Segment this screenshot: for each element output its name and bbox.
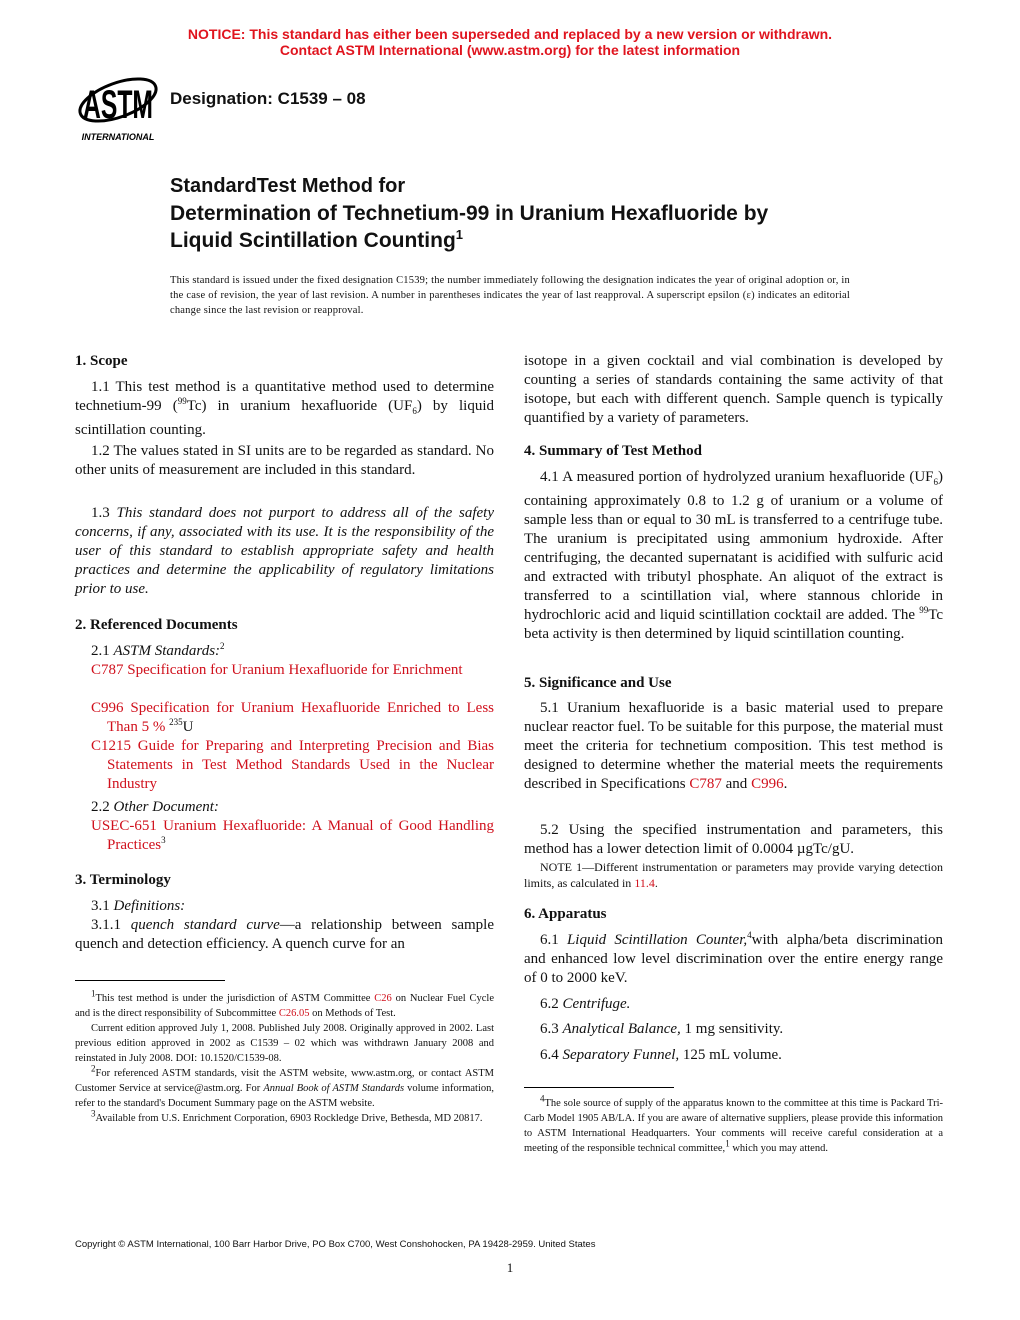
paragraph <box>524 352 943 428</box>
text-run: ASTM Standards: <box>113 643 221 659</box>
text-run: Available from U.S. Enrichment Corporation, 6903 Rockledge Drive, Bethesda, MD 20817. <box>95 1113 483 1124</box>
paragraph <box>75 442 494 480</box>
text-run: Other Document: <box>113 799 219 815</box>
text-run: Definitions: <box>113 898 186 914</box>
text-run: 5.1 Uranium hexafluoride is a basic material used to prepare nuclear reactor fuel. To be suitable for this purpose, the material must meet the criteria for technetium composition. This test method is designed to determine whether the material meets the requirements described in Specifications <box>524 700 943 792</box>
text-run: and <box>721 776 752 792</box>
text-run: Centrifuge. <box>562 996 631 1012</box>
paragraph <box>524 699 943 794</box>
paragraph <box>524 821 943 859</box>
footnote-divider <box>524 1087 674 1088</box>
text-run: The sole source of supply of the apparatus known to the committee at this time is Packard Tri-Carb Model 1905 AB/LA. If you are aware of alternative suppliers, please provide this information to ASTM International Headquarters. Your comments will receive careful consideration at a meeting of the responsible technical committee, <box>524 1098 943 1154</box>
text-run: which you may attend. <box>729 1143 828 1154</box>
section-heading: 5. Significance and Use <box>524 675 672 691</box>
footnote <box>75 988 495 1021</box>
text-run: 4.1 A measured portion of hydrolyzed uranium hexafluoride (UF <box>540 469 934 485</box>
section-heading: 4. Summary of Test Method <box>524 443 702 459</box>
reference-link[interactable]: C26 <box>374 993 392 1004</box>
text-run: 125 mL volume. <box>679 1047 782 1063</box>
script-text: 4 <box>747 930 752 940</box>
script-text: 235 <box>169 717 183 727</box>
reference-link[interactable]: C787 <box>689 776 722 792</box>
paragraph <box>524 995 943 1014</box>
reference-item <box>75 661 494 680</box>
designation: Designation: C1539 – 08 <box>170 89 366 108</box>
withdrawal-notice <box>0 26 1020 58</box>
text-run: —a relationship between sample quench and detection efficiency. A quench curve for an <box>75 917 495 952</box>
text-run: with alpha/beta discrimination and enhanced low level discrimination over the entire energy range of 0 to 2000 keV. <box>524 932 943 986</box>
text-run: 2.2 <box>91 799 114 815</box>
text-run: 6.4 <box>540 1047 563 1063</box>
standard-preamble: This standard is issued under the fixed designation C1539; the number immediately following the designation indicates the year of original adoption or, in the case of revision, the year of last revision. A number in parentheses indicates the year of last reapproval. A superscript epsilon (ε) indicates an editorial change since the last revision or reapproval. <box>170 275 850 316</box>
script-text: 6 <box>933 477 938 487</box>
text-run: 3.1.1 <box>91 917 131 933</box>
reference-item <box>75 737 494 794</box>
script-text: 6 <box>412 406 417 416</box>
section-heading: 1. Scope <box>75 353 128 369</box>
section-heading: 6. Apparatus <box>524 906 607 922</box>
text-run: ) by liquid scintillation counting. <box>75 398 494 438</box>
text-run: on Nuclear Fuel Cycle and is the direct responsibility of Subcommittee <box>75 993 495 1019</box>
text-run: . <box>654 876 658 890</box>
script-text: 2 <box>220 641 225 651</box>
text-run: This standard does not purport to address all of the safety concerns, if any, associated with its use. It is the responsibility of the user of this standard to establish appropriate safety and health practices and determine the applicability of regulatory limitations prior to use. <box>75 505 495 597</box>
reference-item <box>75 699 494 737</box>
paragraph <box>524 931 943 988</box>
reference-link[interactable]: C26.05 <box>278 1008 310 1019</box>
text-run: ) containing approximately 0.8 to 1.2 g of uranium or a volume of sample less than or equal to 30 mL is transferred to a centrifuge tube. The uranium is precipitated using ammonium hydroxide. After centrifuging, the decanted supernatant is acidified with sulfuric acid and extracted with tributyl phosphate. An aliquot of the extract is transferred to a scintillation vial, where stannous chloride in hydrochloric acid and liquid scintillation cocktail are added. The <box>524 469 943 623</box>
text-run: 5.2 Using the specified instrumentation and parameters, this method has a lower detection limit of 0.0004 µgTc/gU. <box>524 822 943 857</box>
astm-logo <box>76 66 160 142</box>
reference-link[interactable]: C1215 Guide for Preparing and Interpreting Precision and Bias Statements in Test Method Standards Used in the Nuclear Industry <box>91 738 494 792</box>
script-text: 4 <box>540 1093 545 1104</box>
footnote <box>524 1093 943 1156</box>
title-line-2: Determination of Technetium-99 in Uranium Hexafluoride by <box>170 202 769 225</box>
text-run: This test method is under the jurisdiction of ASTM Committee <box>95 993 375 1004</box>
text-run: 6.2 <box>540 996 563 1012</box>
script-text: 99 <box>177 396 187 406</box>
text-run: volume information, refer to the standard's Document Summary page on the ASTM website. <box>75 1083 494 1109</box>
reference-link[interactable]: C996 Specification for Uranium Hexafluoride Enriched to Less Than 5 % <box>91 700 494 735</box>
text-run: 2.1 <box>91 643 114 659</box>
text-run: on Methods of Test. <box>309 1008 396 1019</box>
script-text: 2 <box>91 1063 96 1074</box>
text-run: For referenced ASTM standards, visit the ASTM website, www.astm.org, or contact ASTM Customer Service at service@astm.org. For <box>75 1068 494 1094</box>
text-run: NOTE 1—Different instrumentation or parameters may provide varying detection limits, as calculated in <box>524 860 943 890</box>
text-run: Tc beta activity is then determined by liquid scintillation counting. <box>524 607 943 642</box>
text-run: Analytical Balance, <box>562 1021 681 1037</box>
paragraph <box>75 504 494 599</box>
footnote <box>75 1063 494 1111</box>
notice-line-2: Contact ASTM International (www.astm.org) for the latest information <box>279 42 741 58</box>
left-footnotes <box>75 988 495 1126</box>
title-line-3: Liquid Scintillation Counting <box>170 229 456 252</box>
text-run: Current edition approved July 1, 2008. Published July 2008. Originally approved in 2002. Last previous edition approved in 2002 as C1539 – 02 which was withdrawn January 2008 and reinstated in July 2008. DOI: 10.1520/C1539-08. <box>75 1023 494 1064</box>
reference-link[interactable]: C996 <box>751 776 784 792</box>
notice-line-1: NOTICE: This standard has either been superseded and replaced by a new version or withdrawn. <box>187 26 833 42</box>
reference-link[interactable]: 11.4 <box>634 876 655 890</box>
svg-text:ASTM: ASTM <box>83 83 153 127</box>
section-heading: 2. Referenced Documents <box>75 617 238 633</box>
note <box>524 859 943 891</box>
page-number: 1 <box>506 1260 514 1275</box>
copyright: Copyright © ASTM International, 100 Barr Harbor Drive, PO Box C700, West Conshohocken, PA 19428-2959. United States <box>75 1239 596 1250</box>
script-text: 3 <box>161 835 166 845</box>
text-run: Separatory Funnel, <box>562 1047 680 1063</box>
paragraph <box>75 916 494 954</box>
paragraph <box>75 378 494 440</box>
paragraph <box>524 1020 943 1039</box>
footnote <box>75 1108 494 1126</box>
text-run: Tc) in uranium hexafluoride (UF <box>186 398 413 414</box>
reference-item <box>75 817 494 855</box>
text-run: U <box>182 719 194 735</box>
text-run: 1.2 The values stated in SI units are to be regarded as standard. No other units of measurement are included in this standard. <box>75 443 494 478</box>
text-run: 1.1 This test method is a quantitative method used to determine technetium-99 ( <box>75 379 494 414</box>
paragraph <box>75 642 494 661</box>
text-run: quench standard curve <box>130 917 280 933</box>
paragraph <box>524 1046 943 1065</box>
title-line-1: StandardTest Method for <box>170 175 406 197</box>
footnote-divider <box>75 980 225 981</box>
section-heading: 3. Terminology <box>75 872 171 888</box>
document-title <box>170 173 930 254</box>
script-text: 99 <box>919 605 929 615</box>
right-footnotes <box>524 1093 943 1156</box>
script-text: 3 <box>91 1108 96 1119</box>
script-text: 1 <box>725 1138 730 1149</box>
paragraph <box>524 468 943 644</box>
paragraph <box>75 897 494 916</box>
reference-link[interactable]: USEC-651 Uranium Hexafluoride: A Manual of Good Handling Practices <box>91 818 494 853</box>
text-run: Annual Book of ASTM Standards <box>263 1083 405 1094</box>
text-run: 1.3 <box>91 505 117 521</box>
text-run: . <box>783 776 788 792</box>
paragraph <box>75 798 494 817</box>
script-text: 1 <box>91 988 96 999</box>
reference-link[interactable]: C787 Specification for Uranium Hexafluoride for Enrichment <box>91 662 463 678</box>
text-run: isotope in a given cocktail and vial combination is developed by counting a series of standards containing the same activity of that isotope, but each with different quench. Sample quench is typically quantified by a variety of parameters. <box>524 353 943 426</box>
title-footnote-ref[interactable]: 1 <box>455 227 464 242</box>
text-run: 6.3 <box>540 1021 563 1037</box>
text-run: 1 mg sensitivity. <box>680 1021 784 1037</box>
text-run: 6.1 <box>540 932 567 948</box>
text-run: Liquid Scintillation Counter, <box>566 932 748 948</box>
svg-text:INTERNATIONAL: INTERNATIONAL <box>81 132 155 142</box>
footnote <box>75 1021 494 1066</box>
text-run: 3.1 <box>91 898 114 914</box>
